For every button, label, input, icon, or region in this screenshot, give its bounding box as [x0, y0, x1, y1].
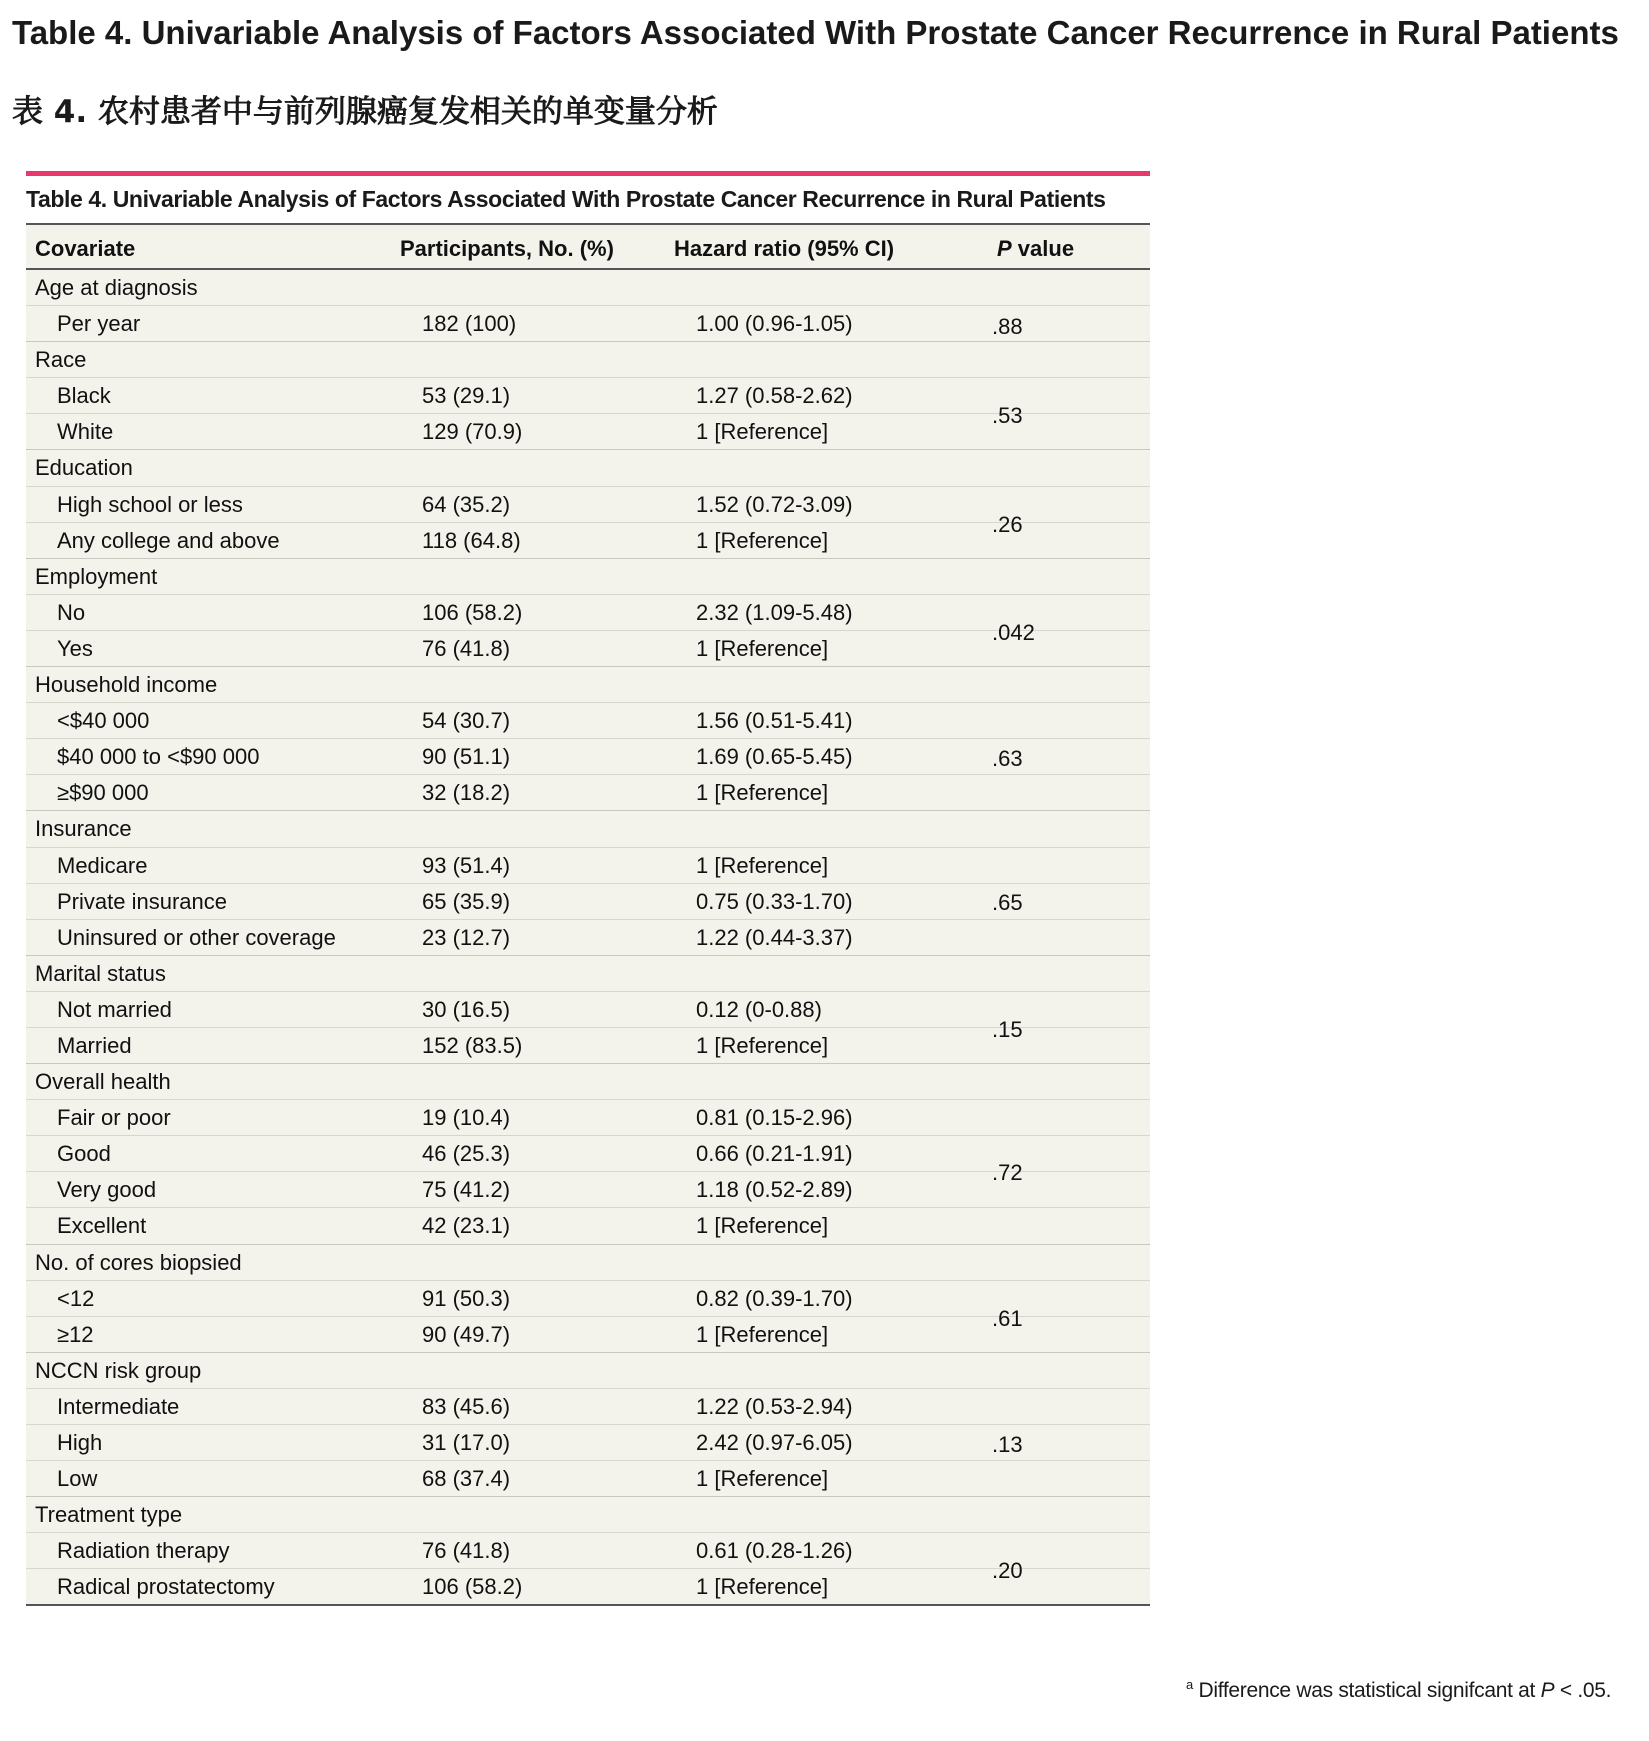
cell-participants: 129 (70.9) [422, 419, 523, 445]
cell-hazard-ratio: 2.42 (0.97-6.05) [696, 1430, 853, 1455]
group-label-row [26, 1497, 1150, 1532]
group-label-row [26, 667, 1150, 702]
cell-hazard-ratio: 2.32 (1.09-5.48) [696, 599, 853, 625]
cell-covariate: <12 [57, 1285, 95, 1311]
table-row [26, 594, 1150, 630]
cell-hazard-ratio: 1 [Reference] [696, 1466, 829, 1492]
cell-hazard-ratio: 1 [Reference] [696, 780, 829, 806]
cell-hazard-ratio: 0.66 (0.21-1.91) [696, 1141, 853, 1167]
cell-covariate: $40 000 to <$90 000 [57, 744, 260, 770]
cell-participants: 106 (58.2) [422, 599, 523, 625]
cell-hazard-ratio: 1.52 (0.72-3.09) [696, 491, 853, 517]
cell-participants: 75 (41.2) [422, 1177, 511, 1203]
group-label: NCCN risk group [35, 1357, 202, 1383]
table-row [26, 1460, 1150, 1496]
table-row [26, 919, 1150, 955]
header-participants: Participants, No. (%) [400, 236, 614, 261]
group-label-row [26, 270, 1150, 305]
table-row [26, 1099, 1150, 1135]
group-label: Household income [35, 672, 218, 698]
group-label-row [26, 1245, 1150, 1280]
cell-covariate: Uninsured or other coverage [57, 924, 336, 950]
cell-covariate: Medicare [57, 852, 148, 878]
cell-hazard-ratio: 1.27 (0.58-2.62) [696, 383, 853, 409]
table-row [26, 1388, 1150, 1424]
table-row [26, 413, 1150, 449]
cell-p-value: .13 [992, 1431, 1023, 1457]
cell-participants: 19 (10.4) [422, 1105, 511, 1131]
cell-hazard-ratio: 1.22 (0.44-3.37) [696, 924, 853, 950]
cell-participants: 83 (45.6) [422, 1393, 511, 1419]
cell-covariate: ≥12 [57, 1321, 94, 1347]
cell-covariate: Yes [57, 635, 93, 661]
table-row [26, 305, 1150, 341]
cell-p-value: .20 [992, 1558, 1023, 1584]
group-label-row [26, 450, 1150, 485]
table-row [26, 1207, 1150, 1243]
cell-p-value: .63 [992, 745, 1023, 771]
cell-participants: 76 (41.8) [422, 635, 511, 661]
cell-hazard-ratio: 1 [Reference] [696, 527, 829, 553]
group-label-row [26, 956, 1150, 991]
cell-spacer [1010, 1100, 1150, 1135]
cell-participants: 106 (58.2) [422, 1574, 523, 1600]
cell-participants: 68 (37.4) [422, 1466, 511, 1492]
cell-p-value: .53 [992, 403, 1023, 429]
cell-covariate: Per year [57, 311, 141, 337]
cell-participants: 46 (25.3) [422, 1141, 511, 1167]
cell-p-value: .65 [992, 890, 1023, 916]
table-figure [26, 171, 1150, 1606]
cell-hazard-ratio: 1.00 (0.96-1.05) [696, 311, 853, 337]
table-header-row [26, 225, 1150, 270]
table-row [26, 991, 1150, 1027]
table-row [26, 774, 1150, 810]
table-row [26, 883, 1150, 919]
header-covariate: Covariate [35, 236, 136, 261]
cell-covariate: Good [57, 1141, 111, 1167]
table-row [26, 1424, 1150, 1460]
covariate-group [26, 811, 1150, 955]
cell-covariate: Not married [57, 996, 172, 1022]
cell-covariate: Intermediate [57, 1393, 180, 1419]
cell-spacer [1010, 1461, 1150, 1496]
page-title-en: Table 4. Univariable Analysis of Factors Associated With Prostate Cancer Recurrence in Rural Patients [12, 14, 1619, 51]
cell-participants: 53 (29.1) [422, 383, 511, 409]
covariate-group [26, 956, 1150, 1064]
cell-covariate: Low [57, 1466, 98, 1492]
header-p-value: P value [997, 236, 1075, 261]
group-label: No. of cores biopsied [35, 1249, 242, 1275]
group-label: Marital status [35, 960, 166, 986]
group-label: Overall health [35, 1069, 171, 1095]
table-row [26, 1532, 1150, 1568]
cell-hazard-ratio: 1 [Reference] [696, 1574, 829, 1600]
cell-spacer [1010, 775, 1150, 810]
cell-p-value: .61 [992, 1305, 1023, 1331]
cell-hazard-ratio: 1 [Reference] [696, 1213, 829, 1239]
cell-covariate: High [57, 1430, 103, 1455]
cell-participants: 23 (12.7) [422, 924, 511, 950]
cell-participants: 54 (30.7) [422, 708, 511, 734]
covariate-group [26, 1497, 1150, 1604]
results-table [26, 223, 1150, 1606]
group-label: Insurance [35, 816, 132, 842]
table-footnote [1186, 1677, 1611, 1703]
table-row [26, 1316, 1150, 1352]
cell-hazard-ratio: 1 [Reference] [696, 1032, 829, 1058]
table-row [26, 486, 1150, 522]
cell-p-value: .26 [992, 511, 1023, 537]
group-label: Treatment type [35, 1502, 183, 1528]
cell-spacer [1010, 1389, 1150, 1424]
table-row [26, 1027, 1150, 1063]
cell-spacer [1010, 703, 1150, 738]
cell-participants: 32 (18.2) [422, 780, 511, 806]
cell-spacer [1010, 848, 1150, 883]
cell-covariate: No [57, 599, 86, 625]
covariate-group [26, 559, 1150, 667]
cell-participants: 31 (17.0) [422, 1430, 511, 1455]
cell-p-value: .15 [992, 1016, 1023, 1042]
cell-covariate: Any college and above [57, 527, 280, 553]
header-hazard-ratio: Hazard ratio (95% CI) [674, 236, 895, 261]
cell-hazard-ratio: 1.18 (0.52-2.89) [696, 1177, 853, 1203]
cell-covariate: White [57, 419, 114, 445]
cell-hazard-ratio: 1 [Reference] [696, 635, 829, 661]
cell-spacer [1010, 1208, 1150, 1243]
cell-hazard-ratio: 0.12 (0-0.88) [696, 996, 822, 1022]
group-label-row [26, 811, 1150, 846]
cell-participants: 152 (83.5) [422, 1032, 523, 1058]
cell-hazard-ratio: 1.22 (0.53-2.94) [696, 1393, 853, 1419]
covariate-group [26, 270, 1150, 342]
cell-p-value: .88 [992, 313, 1023, 339]
cell-hazard-ratio: 1.56 (0.51-5.41) [696, 708, 853, 734]
cell-hazard-ratio: 1 [Reference] [696, 1321, 829, 1347]
cell-hazard-ratio: 1.69 (0.65-5.45) [696, 744, 853, 770]
cell-hazard-ratio: 0.82 (0.39-1.70) [696, 1285, 853, 1311]
cell-participants: 64 (35.2) [422, 491, 511, 517]
table-row [26, 377, 1150, 413]
covariate-group [26, 1245, 1150, 1353]
covariate-group [26, 342, 1150, 450]
table-row [26, 522, 1150, 558]
group-label: Race [35, 347, 87, 373]
cell-hazard-ratio: 0.61 (0.28-1.26) [696, 1538, 853, 1564]
group-label-row [26, 559, 1150, 594]
cell-covariate: Radiation therapy [57, 1538, 230, 1564]
table-row [26, 1135, 1150, 1171]
table-caption: Table 4. Univariable Analysis of Factors Associated With Prostate Cancer Recurrence in Rural Patients [26, 186, 1106, 212]
cell-covariate: Married [57, 1032, 132, 1058]
table-row [26, 1280, 1150, 1316]
cell-participants: 42 (23.1) [422, 1213, 511, 1239]
group-label: Age at diagnosis [35, 275, 198, 300]
cell-covariate: High school or less [57, 491, 243, 517]
cell-covariate: <$40 000 [57, 708, 150, 734]
cell-participants: 93 (51.4) [422, 852, 511, 878]
footnote-text: Difference was statistical signifcant at [1192, 1679, 1541, 1702]
table-row [26, 630, 1150, 666]
table-row [26, 738, 1150, 774]
covariate-group [26, 1353, 1150, 1497]
table-body-rows [26, 270, 1150, 1604]
group-label: Employment [35, 563, 158, 589]
cell-covariate: Excellent [57, 1213, 147, 1239]
cell-covariate: Private insurance [57, 888, 227, 914]
cell-covariate: Very good [57, 1177, 157, 1203]
cell-covariate: Radical prostatectomy [57, 1574, 275, 1600]
table-row [26, 847, 1150, 883]
cell-participants: 90 (49.7) [422, 1321, 511, 1347]
cell-participants: 118 (64.8) [422, 527, 521, 553]
covariate-group [26, 450, 1150, 558]
cell-p-value: .72 [992, 1160, 1023, 1186]
footnote-p-symbol: P [1540, 1679, 1555, 1702]
cell-participants: 91 (50.3) [422, 1285, 511, 1311]
table-row [26, 1568, 1150, 1604]
table-row [26, 702, 1150, 738]
cell-spacer [1010, 920, 1150, 955]
cell-participants: 65 (35.9) [422, 888, 511, 914]
cell-hazard-ratio: 0.75 (0.33-1.70) [696, 888, 853, 914]
cell-participants: 30 (16.5) [422, 996, 511, 1022]
cell-covariate: ≥$90 000 [57, 780, 149, 806]
cell-covariate: Fair or poor [57, 1105, 171, 1131]
cell-hazard-ratio: 0.81 (0.15-2.96) [696, 1105, 853, 1131]
group-label-row [26, 1353, 1150, 1388]
cell-hazard-ratio: 1 [Reference] [696, 419, 829, 445]
page-title-zh: 表 4. 农村患者中与前列腺癌复发相关的单变量分析 [12, 94, 718, 130]
cell-participants: 182 (100) [422, 311, 517, 337]
covariate-group [26, 667, 1150, 811]
footnote-threshold: < .05. [1554, 1679, 1612, 1702]
covariate-group [26, 1064, 1150, 1244]
table-row [26, 1171, 1150, 1207]
cell-hazard-ratio: 1 [Reference] [696, 852, 829, 878]
group-label-row [26, 342, 1150, 377]
cell-participants: 90 (51.1) [422, 744, 511, 770]
cell-p-value: .042 [992, 619, 1035, 645]
group-label: Education [35, 455, 133, 481]
footnote-marker: a [1186, 1677, 1193, 1692]
cell-covariate: Black [57, 383, 111, 409]
group-label-row [26, 1064, 1150, 1099]
cell-participants: 76 (41.8) [422, 1538, 511, 1564]
